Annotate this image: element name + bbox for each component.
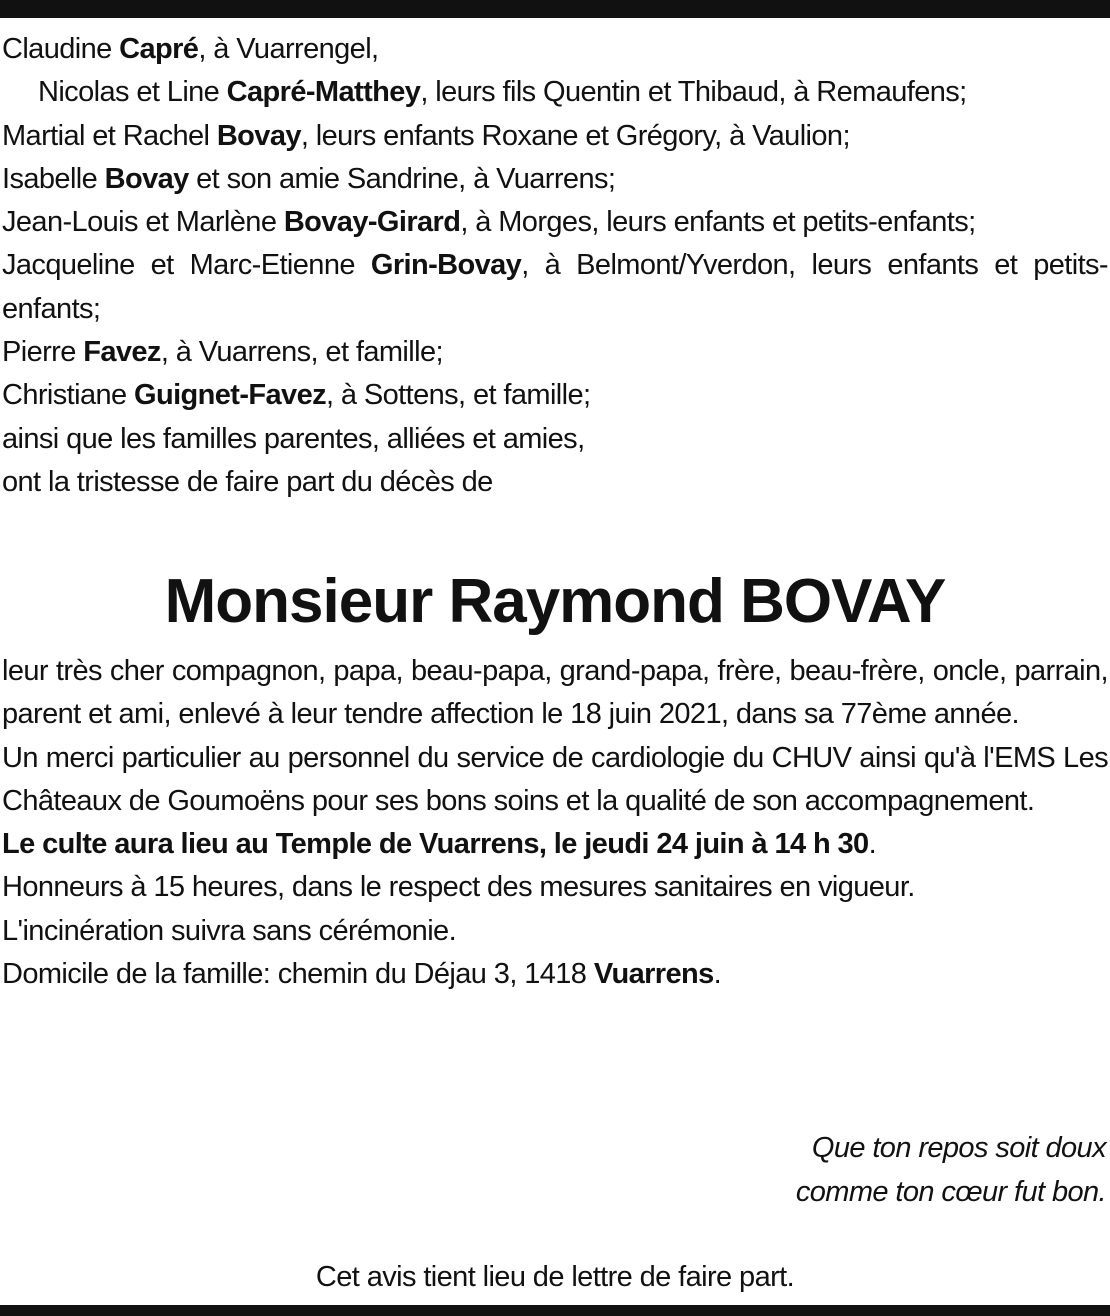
- domicile-town: Vuarrens: [593, 958, 714, 991]
- deceased-name: Monsieur Raymond BOVAY: [164, 567, 946, 636]
- notice-body: [2, 650, 1108, 996]
- family-surname: Grin-Bovay: [370, 249, 522, 282]
- announcement-line: ont la tristesse de faire part du décès de: [2, 465, 493, 498]
- domicile-line: Domicile de la famille: chemin du Déjau 3, 1418 Vuarrens.: [2, 958, 722, 991]
- tribute-paragraph: leur très cher compagnon, papa, beau-papa, grand-papa, frère, beau-frère, oncle, parrain, parent et ami, enlevé à leur tendre affection le 18 juin 2021, dans sa 77ème année.: [2, 655, 1108, 731]
- family-surname: Favez: [83, 336, 161, 369]
- family-surname: Bovay: [104, 162, 189, 195]
- cremation-line: L'incinération suivra sans cérémonie.: [2, 914, 457, 947]
- top-border: [0, 0, 1110, 18]
- family-line: Pierre Favez, à Vuarrens, et famille;: [2, 336, 443, 369]
- family-line: Jacqueline et Marc-Etienne Grin-Bovay, à Belmont/Yverdon, leurs enfants et petits-enfants;: [2, 249, 1108, 325]
- family-line: Nicolas et Line Capré-Matthey, leurs fils Quentin et Thibaud, à Remaufens;: [38, 76, 967, 109]
- family-surname: Guignet-Favez: [134, 379, 327, 412]
- family-line: Isabelle Bovay et son amie Sandrine, à Vuarrens;: [2, 162, 616, 195]
- family-surname: Capré: [119, 33, 199, 65]
- epitaph: [506, 1126, 1106, 1214]
- family-line: Christiane Guignet-Favez, à Sottens, et famille;: [2, 379, 591, 412]
- family-line: Claudine Capré, à Vuarrengel,: [2, 33, 379, 65]
- family-line: ainsi que les familles parentes, alliées et amies,: [2, 422, 585, 455]
- closing-note: Cet avis tient lieu de lettre de faire part.: [315, 1261, 795, 1293]
- thanks-paragraph: Un merci particulier au personnel du service de cardiologie du CHUV ainsi qu'à l'EMS Les Châteaux de Goumoëns pour ses bons soins et la qualité de son accompagnement.: [2, 741, 1108, 817]
- epitaph-line: comme ton cœur fut bon.: [795, 1176, 1106, 1208]
- family-list: [2, 28, 1108, 504]
- family-surname: Capré-Matthey: [226, 76, 421, 109]
- ceremony-line: Le culte aura lieu au Temple de Vuarrens, le jeudi 24 juin à 14 h 30.: [2, 828, 877, 861]
- family-line: Jean-Louis et Marlène Bovay-Girard, à Morges, leurs enfants et petits-enfants;: [2, 206, 976, 239]
- family-surname: Bovay-Girard: [283, 206, 461, 239]
- ceremony-details: Le culte aura lieu au Temple de Vuarrens, le jeudi 24 juin à 14 h 30: [2, 828, 869, 861]
- family-line: Martial et Rachel Bovay, leurs enfants Roxane et Grégory, à Vaulion;: [2, 119, 850, 152]
- epitaph-line: Que ton repos soit doux: [811, 1132, 1106, 1164]
- bottom-border: [0, 1305, 1110, 1316]
- family-surname: Bovay: [216, 119, 301, 152]
- honours-line: Honneurs à 15 heures, dans le respect des mesures sanitaires en vigueur.: [2, 871, 915, 904]
